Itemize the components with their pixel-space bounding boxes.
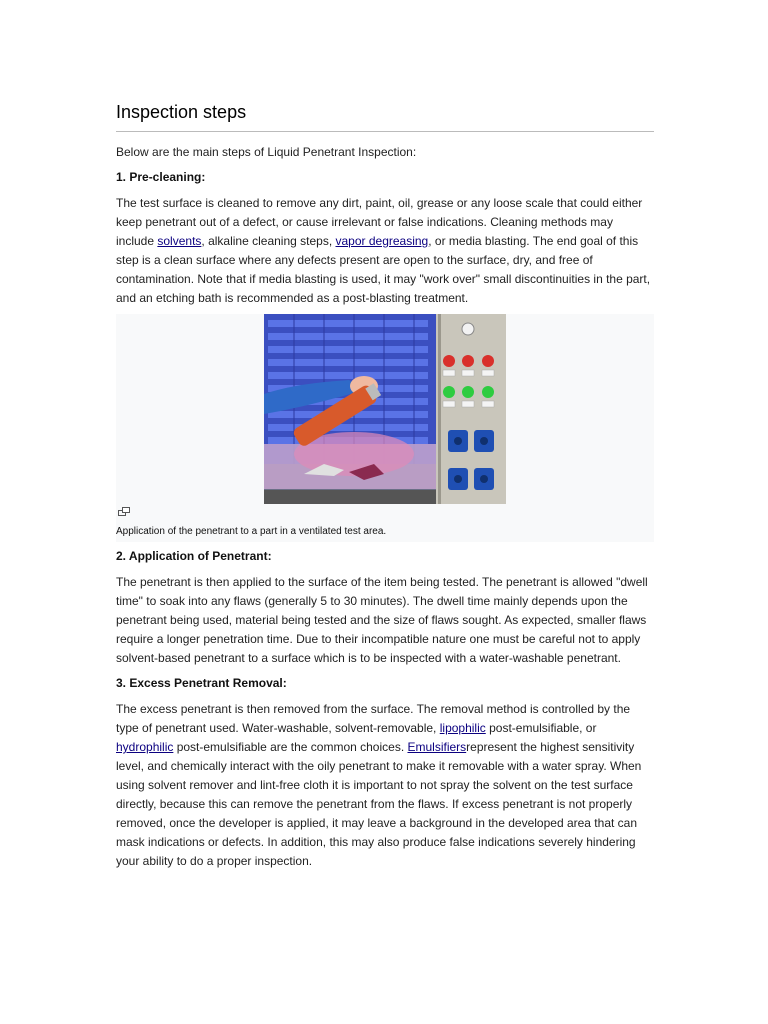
step-3-body [116, 700, 654, 871]
body-text: , alkaline cleaning steps, [201, 234, 336, 248]
figure-penetrant-application [116, 314, 654, 542]
link-hydrophilic[interactable]: hydrophilic [116, 740, 174, 754]
link-emulsifiers[interactable]: Emulsifiers [407, 740, 467, 754]
body-text: The test surface is cleaned to remove any dirt, paint, oil, grease or any loose scale that could either keep penetrant out of a defect, or cause irrelevant or false indications. Cleaning methods may include [116, 196, 643, 248]
step-1-heading: 1. Pre-cleaning: [116, 170, 206, 184]
link-lipophilic[interactable]: lipophilic [439, 721, 486, 735]
link-vapor-degreasing[interactable]: vapor degreasing [335, 234, 429, 248]
step-2-heading: 2. Application of Penetrant: [116, 549, 272, 563]
section-title: Inspection steps [116, 98, 654, 132]
step-2-body [116, 573, 654, 668]
step-3-heading: 3. Excess Penetrant Removal: [116, 676, 287, 690]
magnify-icon[interactable] [118, 507, 130, 517]
penetrant-photo[interactable] [264, 314, 506, 504]
article [116, 98, 654, 871]
link-solvents[interactable]: solvents [157, 234, 202, 248]
body-text: post-emulsifiable are the common choices. [173, 740, 408, 754]
figure-caption: Application of the penetrant to a part in a ventilated test area. [116, 526, 387, 537]
body-text: represent the highest sensitivity level, and chemically interact with the oily penetrant to make it removable with a water spray. When using solvent remover and lint-free cloth it is important to not spray the solvent on the test surface directly, because this can remove the penetrant from the flaws. If excess penetrant is not properly removed, once the developer is applied, it may leave a background in the developed area that can mask indications or defects. In addition, this may also produce false indications severely hindering your ability to do a proper inspection. [116, 740, 642, 868]
body-text: The penetrant is then applied to the surface of the item being tested. The penetrant is allowed "dwell time" to soak into any flaws (generally 5 to 30 minutes). The dwell time mainly depends upon the penetrant being used, material being tested and the size of flaws sought. As expected, smaller flaws require a longer penetration time. Due to their incompatible nature one must be careful not to apply solvent-based penetrant to a surface which is to be inspected with a water-washable penetrant. [116, 575, 648, 665]
intro-text: Below are the main steps of Liquid Penetrant Inspection: [116, 145, 417, 159]
body-text: post-emulsifiable, or [485, 721, 597, 735]
body-text: The excess penetrant is then removed from the surface. The removal method is controlled by the type of penetrant used. Water-washable, solvent-removable, [116, 702, 631, 735]
step-1-body [116, 194, 654, 308]
body-text: , or media blasting. The end goal of this step is a clean surface where any defects present are open to the surface, dry, and free of contamination. Note that if media blasting is used, it may "work over" small discontinuities in the part, and an etching bath is recommended as a post-blasting treatment. [116, 234, 651, 305]
